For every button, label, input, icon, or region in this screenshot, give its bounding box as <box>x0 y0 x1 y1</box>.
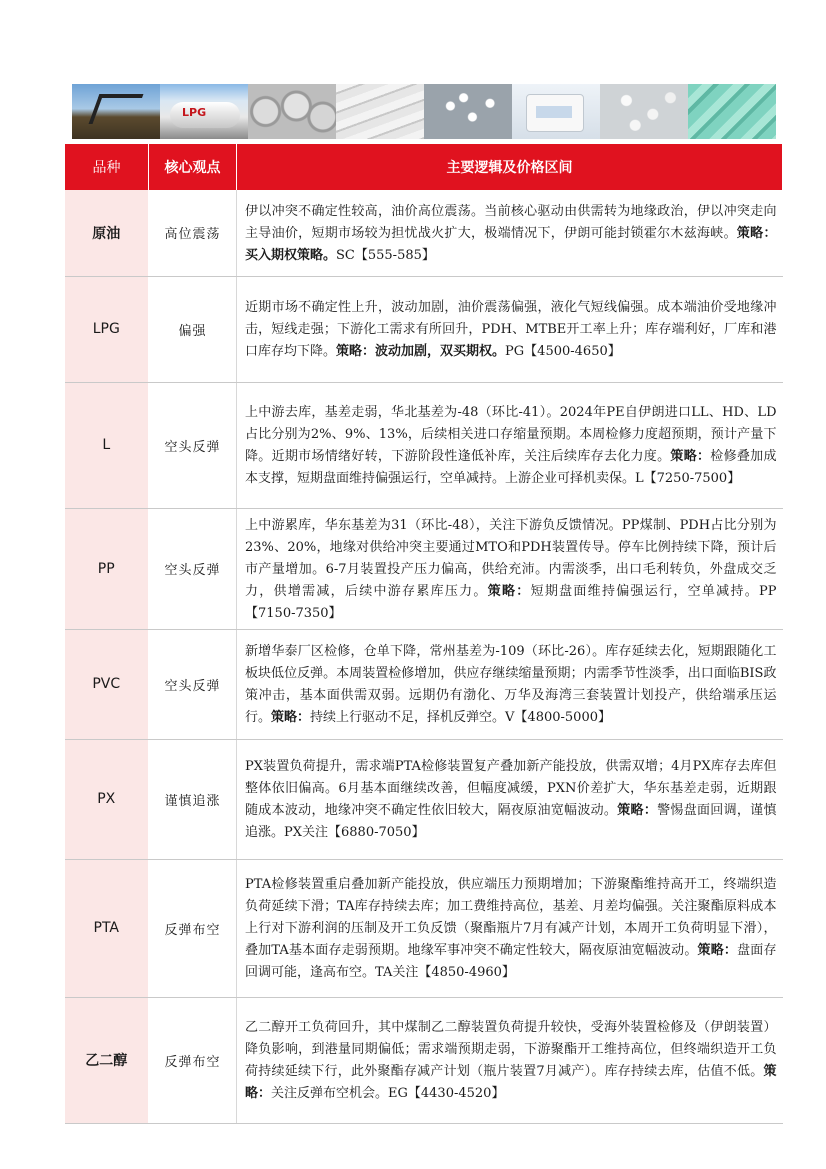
price-range: 持续上行驱动不足，择机反弹空。V【4800-5000】 <box>310 710 611 725</box>
variety-cell: 乙二醇 <box>65 997 149 1123</box>
strategy-label: 策略： <box>487 583 531 599</box>
bottle-label <box>536 106 572 118</box>
table-row <box>65 190 783 276</box>
header-view: 核心观点 <box>149 144 237 190</box>
table-header-row <box>65 144 783 190</box>
variety-cell: PTA <box>65 859 149 997</box>
strategy-label: 策略： <box>617 803 658 818</box>
view-cell: 谨慎追涨 <box>149 739 237 859</box>
price-range: 检修叠加成本支撑，短期盘面维持偏强运行，空单减持。上游企业可择机卖保。L【7250-7500】 <box>245 449 777 486</box>
logic-cell <box>237 629 783 739</box>
strategy-label: 策略： <box>271 710 311 725</box>
strategy-label: 策略： <box>736 225 777 241</box>
logic-cell <box>237 276 783 382</box>
strategy-label: 策略： <box>245 1064 777 1101</box>
table-row <box>65 739 783 859</box>
price-range: 短期盘面维持偏强运行，空单减持。PP【7150-7350】 <box>245 583 777 621</box>
logic-text: 伊以冲突不确定性较高，油价高位震荡。当前核心驱动由供需转为地缘政治，伊以冲突走向主导油价，短期市场较为担忧战火扩大，极端情况下，伊朗可能封锁霍尔木兹海峡。 <box>245 203 777 241</box>
white-tube-image <box>336 84 424 139</box>
logic-text: 上中游去库，基差走弱，华北基差为-48（环比-41）。2024年PE自伊朗进口LL、HD、LD占比分别为2%、9%、13%，后续相关进口存缩量预期。本周检修力度超预期，预计产量下降。近期市场情绪好转，下游阶段性逢低补库，关注后续库存去化力度。 <box>245 405 777 464</box>
header-logic: 主要逻辑及价格区间 <box>237 144 783 190</box>
logic-cell <box>237 508 783 629</box>
strategy-label: 策略： <box>336 344 376 359</box>
strategy-highlight: 买入期权策略。 <box>245 247 337 263</box>
view-cell: 反弹布空 <box>149 997 237 1123</box>
view-cell: 反弹布空 <box>149 859 237 997</box>
table-row <box>65 508 783 629</box>
price-range: 盘面存回调可能，逢高布空。TA关注【4850-4960】 <box>245 943 777 980</box>
variety-cell: L <box>65 382 149 508</box>
oil-pump-image <box>72 84 160 139</box>
table-row <box>65 276 783 382</box>
ethylene-glycol-bottle-image <box>512 84 600 139</box>
logic-text: 乙二醇开工负荷回升，其中煤制乙二醇装置负荷提升较快，受海外装置检修及（伊朗装置）降负影响，到港量同期偏低；需求端预期走弱，下游聚酯开工维持高位，但终端织造开工负荷持续延续下行，此外聚酯存减产计划（瓶片装置7月减产）。库存持续去库，估值不低。 <box>245 1020 777 1079</box>
logic-text: PTA检修装置重启叠加新产能投放，供应端压力预期增加；下游聚酯维持高开工，终端织造负荷延续下滑；TA库存持续去库；加工费维持高位，基差、月差均偏强。关注聚酯原料成本上行对下游利润的压制及开工负反馈（聚酯瓶片7月有减产计划，本周开工负荷明显下滑），叠加TA基本面存走弱预期。地缘军事冲突不确定性较大，隔夜原油宽幅波动。 <box>245 877 777 958</box>
logic-cell <box>237 382 783 508</box>
header-variety: 品种 <box>65 144 149 190</box>
strategy-highlight: 波动加剧，双买期权。 <box>375 344 506 359</box>
lpg-tank-image <box>160 84 248 139</box>
logic-text: 新增华泰厂区检修，仓单下降，常州基差为-109（环比-26）。库存延续去化，短期跟随化工板块低位反弹。本周装置检修增加，供应存继续缩量预期；内需季节性淡季，出口面临BIS政策冲击，基本面供需双弱。远期仍有渤化、万华及海湾三套装置计划投产，供给端承压运行。 <box>245 644 777 725</box>
price-range: PG【4500-4650】 <box>505 344 621 359</box>
price-range: SC【555-585】 <box>336 247 435 263</box>
table-row <box>65 859 783 997</box>
logic-cell <box>237 859 783 997</box>
variety-cell: 原油 <box>65 190 149 276</box>
logic-cell <box>237 739 783 859</box>
logic-text: 近期市场不确定性上升，波动加剧，油价震荡偏强，液化气短线偏强。成本端油价受地缘冲击，短线走强；下游化工需求有所回升，PDH、MTBE开工率上升；库存端利好，厂库和港口库存均下降。 <box>245 300 777 359</box>
logic-cell <box>237 997 783 1123</box>
view-cell: 空头反弹 <box>149 382 237 508</box>
view-cell: 偏强 <box>149 276 237 382</box>
logic-text: 上中游累库，华东基差为31（环比-48），关注下游负反馈情况。PP煤制、PDH占比分别为23%、20%，地缘对供给冲突主要通过MTO和PDH装置传导。停车比例持续下降，预计后市产量增加。6-7月装置投产压力偏高，供给充沛。内需淡季，出口毛利转负，外盘成交乏力，供增需减，后续中游存累库压力。 <box>245 517 777 599</box>
table-row <box>65 629 783 739</box>
pipe-image <box>248 84 336 139</box>
variety-cell: PP <box>65 508 149 629</box>
variety-cell: PX <box>65 739 149 859</box>
price-range: 关注反弹布空机会。EG【4430-4520】 <box>271 1086 505 1101</box>
market-view-table <box>64 144 783 1124</box>
price-range: 警惕盘面回调，谨慎追涨。PX关注【6880-7050】 <box>245 803 777 840</box>
header-banner <box>72 84 776 139</box>
strategy-label: 策略： <box>670 449 711 464</box>
logic-cell <box>237 190 783 276</box>
logic-text: PX装置负荷提升，需求端PTA检修装置复产叠加新产能投放，供需双增；4月PX库存去库但整体依旧偏高。6月基本面继续改善，但幅度减缓，PXN价差扩大，华东基差走弱，近期跟随成本波动，地缘冲突不确定性依旧较大，隔夜原油宽幅波动。 <box>245 759 777 818</box>
granules-image <box>600 84 688 139</box>
variety-cell: LPG <box>65 276 149 382</box>
glass-sheet-image <box>688 84 776 139</box>
strategy-label: 策略： <box>697 943 738 958</box>
table-row <box>65 382 783 508</box>
view-cell: 空头反弹 <box>149 629 237 739</box>
variety-cell: PVC <box>65 629 149 739</box>
view-cell: 空头反弹 <box>149 508 237 629</box>
lpg-label: LPG <box>182 106 207 119</box>
view-cell: 高位震荡 <box>149 190 237 276</box>
table-row <box>65 997 783 1123</box>
pellets-image <box>424 84 512 139</box>
